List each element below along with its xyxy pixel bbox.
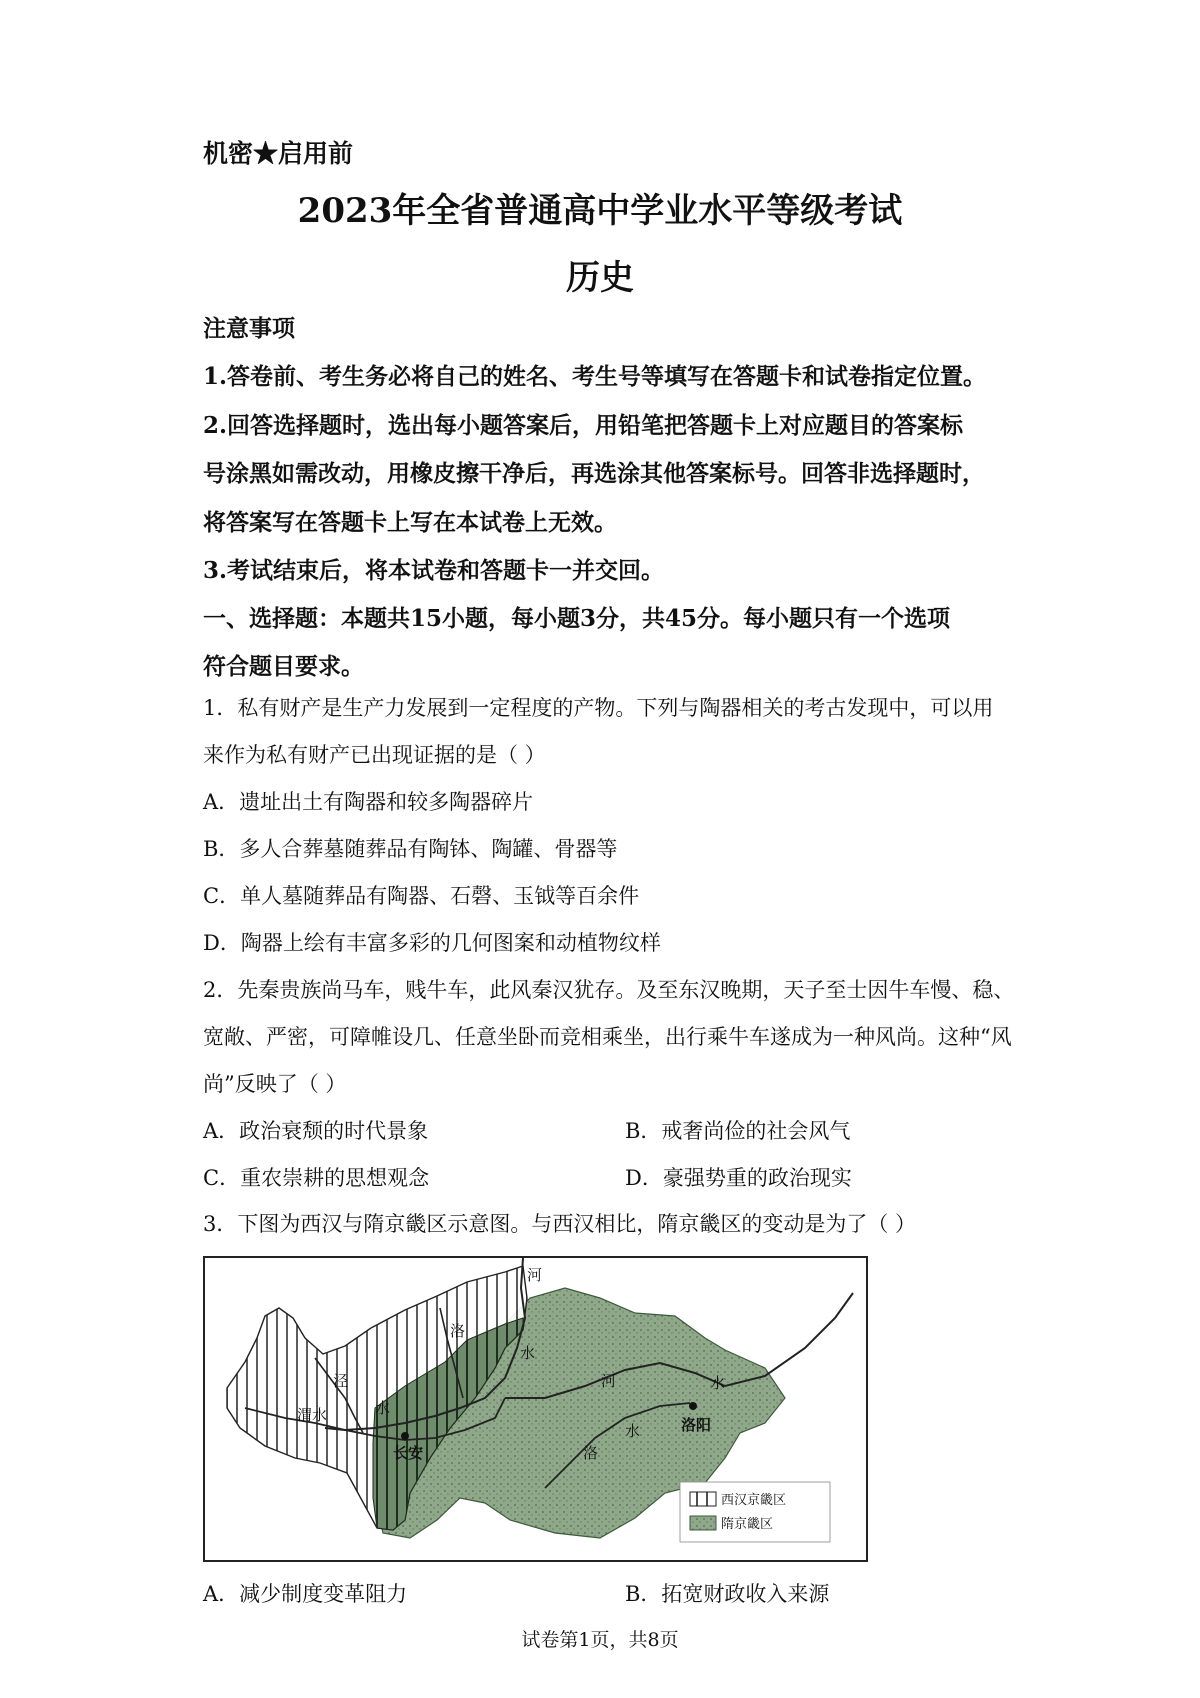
confidential-label: 机密★启用前 <box>203 139 354 168</box>
question-1-option-b: B．多人合葬墓随葬品有陶钵、陶罐、骨器等 <box>203 837 618 861</box>
label-shui-bottom: 水 <box>625 1422 641 1440</box>
question-2-stem-line-3: 尚”反映了（ ） <box>203 1072 347 1096</box>
legend-sui-swatch <box>690 1516 716 1530</box>
changan-marker <box>401 1432 409 1440</box>
question-2-stem-line-2: 宽敞、严密，可障帷设几、任意坐卧而竞相乘坐，出行乘牛车遂成为一种风尚。这种“风 <box>203 1025 1012 1049</box>
question-3-option-a: A．减少制度变革阻力 <box>203 1582 408 1606</box>
section-heading-line-2: 符合题目要求。 <box>203 653 364 680</box>
label-he-east: 河 <box>601 1372 617 1390</box>
legend-xihan-label: 西汉京畿区 <box>721 1493 787 1508</box>
question-2-option-a: A．政治衰颓的时代景象 <box>203 1119 429 1143</box>
notice-line-3: 号涂黑如需改动，用橡皮擦干净后，再选涂其他答案标号。回答非选择题时， <box>203 460 985 487</box>
exam-title: 2023年全省普通高中学业水平等级考试 <box>297 191 903 231</box>
label-shui-top: 水 <box>520 1344 536 1362</box>
question-2-option-b: B．戒奢尚俭的社会风气 <box>625 1119 851 1143</box>
label-jing: 泾 <box>333 1372 349 1390</box>
notice-line-2: 2.回答选择题时，选出每小题答案后，用铅笔把答题卡上对应题目的答案标 <box>203 412 964 439</box>
question-1-option-a: A．遗址出土有陶器和较多陶器碎片 <box>203 790 534 814</box>
question-3-option-b: B．拓宽财政收入来源 <box>625 1582 830 1606</box>
label-luoyang: 洛阳 <box>681 1416 712 1434</box>
section-heading-line-1: 一、选择题：本题共15小题，每小题3分，共45分。每小题只有一个选项 <box>203 605 951 632</box>
legend-xihan-swatch <box>690 1492 716 1506</box>
label-weishui: 渭水 <box>297 1406 328 1424</box>
legend-sui-label: 隋京畿区 <box>721 1517 774 1532</box>
page-footer: 试卷第1页，共8页 <box>521 1629 679 1651</box>
notice-line-1: 1.答卷前、考生务必将自己的姓名、考生号等填写在答题卡和试卷指定位置。 <box>203 363 987 390</box>
label-shui-right: 水 <box>710 1374 726 1392</box>
label-changan: 长安 <box>393 1444 424 1462</box>
question-3-stem: 3．下图为西汉与隋京畿区示意图。与西汉相比，隋京畿区的变动是为了（ ） <box>203 1212 917 1236</box>
luoyang-marker <box>689 1402 697 1410</box>
label-luo: 洛 <box>583 1444 599 1462</box>
map-graphic <box>205 1258 866 1560</box>
question-2-option-c: C．重农崇耕的思想观念 <box>203 1166 430 1190</box>
map-legend <box>680 1482 830 1542</box>
subject-title: 历史 <box>566 258 634 298</box>
question-1-stem-line-1: 1．私有财产是生产力发展到一定程度的产物。下列与陶器相关的考古发现中，可以用 <box>203 696 994 720</box>
question-2-stem-line-1: 2．先秦贵族尚马车，贱牛车，此风秦汉犹存。及至东汉晚期，天子至士因牛车慢、稳、 <box>203 978 1015 1002</box>
question-1-option-d: D．陶器上绘有丰富多彩的几何图案和动植物纹样 <box>203 931 661 955</box>
label-he: 河 <box>527 1266 543 1284</box>
notice-line-4: 将答案写在答题卡上写在本试卷上无效。 <box>203 509 617 536</box>
label-luo-top: 洛 <box>450 1322 466 1340</box>
notice-heading: 注意事项 <box>203 315 295 342</box>
question-1-stem-line-2: 来作为私有财产已出现证据的是（ ） <box>203 743 546 767</box>
notice-line-5: 3.考试结束后，将本试卷和答题卡一并交回。 <box>203 557 665 584</box>
label-shui-mid: 水 <box>375 1399 391 1417</box>
question-2-option-d: D．豪强势重的政治现实 <box>625 1166 852 1190</box>
capital-region-map <box>203 1256 868 1562</box>
question-1-option-c: C．单人墓随葬品有陶器、石磬、玉钺等百余件 <box>203 884 640 908</box>
